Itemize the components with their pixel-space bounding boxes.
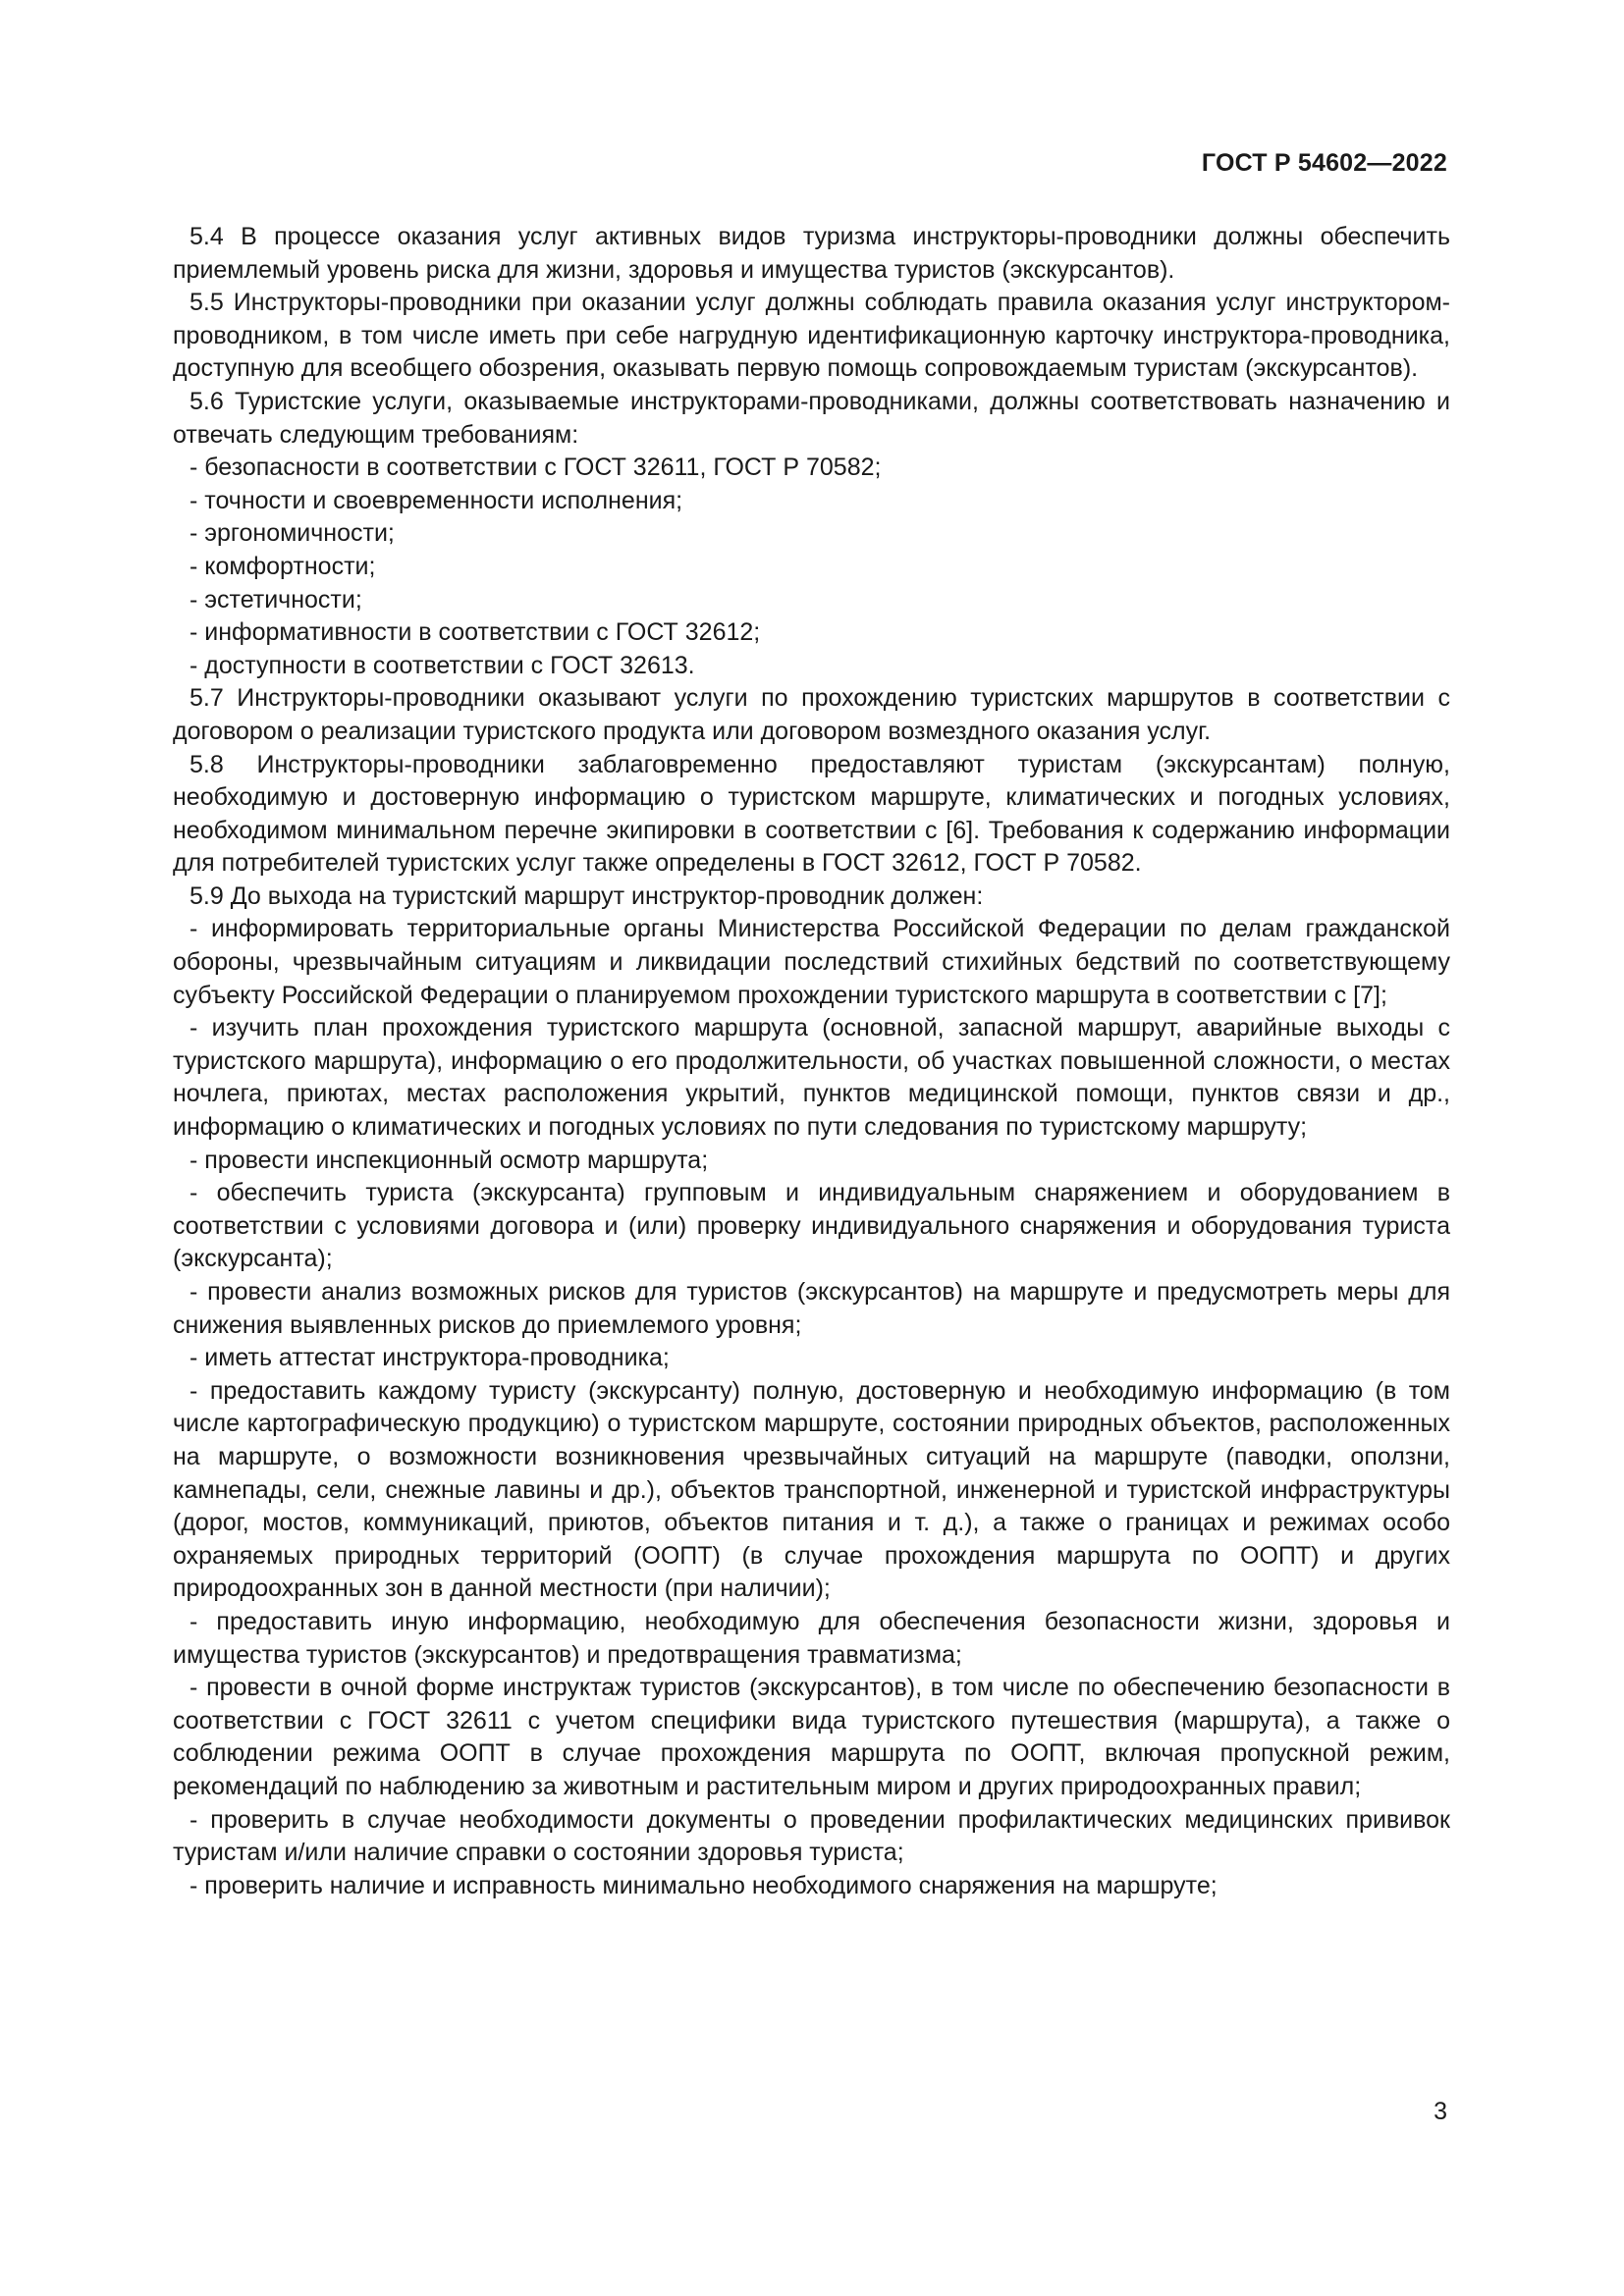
clause-paragraph: 5.5 Инструкторы-проводники при оказании услуг должны соблюдать правила оказания услуг инструктором-проводником, в том числе иметь при себе нагрудную идентификационную карточку инструктора-проводника, доступную для всеобщего обозрения, оказывать первую помощь сопровождаемым туристам (экскурсантов). xyxy=(173,289,1450,383)
clause-paragraph: 5.6 Туристские услуги, оказываемые инструкторами-проводниками, должны соответствовать назначению и отвечать следующим требованиям: xyxy=(173,387,1450,449)
list-item: - провести анализ возможных рисков для туристов (экскурсантов) на маршруте и предусмотреть меры для снижения выявленных рисков до приемлемого уровня; xyxy=(173,1278,1450,1339)
list-item: - проверить наличие и исправность минимально необходимого снаряжения на маршруте; xyxy=(189,1871,1218,1899)
list-item: - предоставить каждому туристу (экскурсанту) полную, достоверную и необходимую информацию (в том числе картографическую продукцию) о туристском маршруте, состоянии природных объектов, расположенных на маршруте, о возможности возникновения чрезвычайных ситуаций на маршруте (паводки, оползни, камнепады, сели, снежные лавины и др.), объектов транспортной, инженерной и туристской инфраструктуры (дорог, мостов, коммуникаций, приютов, объектов питания и т. д.), а также о границах и режимах особо охраняемых природных территорий (ООПТ) (в случае прохождения маршрута по ООПТ) и других природоохранных зон в данной местности (при наличии); xyxy=(173,1376,1450,1603)
list-item: - точности и своевременности исполнения; xyxy=(189,486,683,514)
document-standard-id: ГОСТ Р 54602—2022 xyxy=(1201,149,1447,177)
list-item: - безопасности в соответствии с ГОСТ 32611, ГОСТ Р 70582; xyxy=(189,454,882,482)
list-item: - предоставить иную информацию, необходимую для обеспечения безопасности жизни, здоровья и имущества туристов (экскурсантов) и предотвращения травматизма; xyxy=(173,1607,1450,1669)
list-item: - изучить план прохождения туристского маршрута (основной, запасной маршрут, аварийные выходы с туристского маршрута), информацию о его продолжительности, об участках повышенной сложности, о местах ночлега, приютах, местах расположения укрытий, пунктов медицинской помощи, пунктов связи и др., информацию о климатических и погодных условиях по пути следования по туристскому маршруту; xyxy=(173,1014,1450,1142)
list-item: - эргономичности; xyxy=(189,519,395,548)
list-item: - доступности в соответствии с ГОСТ 32613. xyxy=(189,651,695,679)
list-item: - проверить в случае необходимости документы о проведении профилактических медицинских прививок туристам и/или наличие справки о состоянии здоровья туриста; xyxy=(173,1805,1450,1867)
document-body xyxy=(173,221,1450,1902)
list-item: - обеспечить туриста (экскурсанта) групповым и индивидуальным снаряжением и оборудованием в соответствии с условиями договора и (или) проверку индивидуального снаряжения и оборудования туриста (экскурсанта); xyxy=(173,1179,1450,1273)
list-item: - информативности в соответствии с ГОСТ 32612; xyxy=(189,618,761,647)
list-item: - эстетичности; xyxy=(189,585,362,614)
list-item: - иметь аттестат инструктора-проводника; xyxy=(189,1344,670,1372)
list-item: - провести инспекционный осмотр маршрута; xyxy=(189,1146,709,1174)
page-number: 3 xyxy=(1434,2098,1447,2125)
clause-paragraph: 5.8 Инструкторы-проводники заблаговременно предоставляют туристам (экскурсантам) полную, необходимую и достоверную информацию о туристском маршруте, климатических и погодных условиях, необходимом минимальном перечне экипировки в соответствии с [6]. Требования к содержанию информации для потребителей туристских услуг также определены в ГОСТ 32612, ГОСТ Р 70582. xyxy=(173,750,1450,878)
clause-paragraph: 5.9 До выхода на туристский маршрут инструктор-проводник должен: xyxy=(189,881,984,910)
list-item: - провести в очной форме инструктаж туристов (экскурсантов), в том числе по обеспечению безопасности в соответствии с ГОСТ 32611 с учетом специфики вида туристского путешествия (маршрута), а также о соблюдении режима ООПТ в случае прохождения маршрута по ООПТ, включая пропускной режим, рекомендаций по наблюдению за животным и растительным миром и других природоохранных правил; xyxy=(173,1674,1450,1800)
list-item: - информировать территориальные органы Министерства Российской Федерации по делам гражданской обороны, чрезвычайным ситуациям и ликвидации последствий стихийных бедствий по соответствующему субъекту Российской Федерации о планируемом прохождении туристского маршрута в соответствии с [7]; xyxy=(173,915,1450,1009)
clause-paragraph: 5.7 Инструкторы-проводники оказывают услуги по прохождению туристских маршрутов в соответствии с договором о реализации туристского продукта или договором возмездного оказания услуг. xyxy=(173,684,1450,745)
list-item: - комфортности; xyxy=(189,552,376,580)
clause-paragraph: 5.4 В процессе оказания услуг активных видов туризма инструкторы-проводники должны обеспечить приемлемый уровень риска для жизни, здоровья и имущества туристов (экскурсантов). xyxy=(173,223,1450,284)
